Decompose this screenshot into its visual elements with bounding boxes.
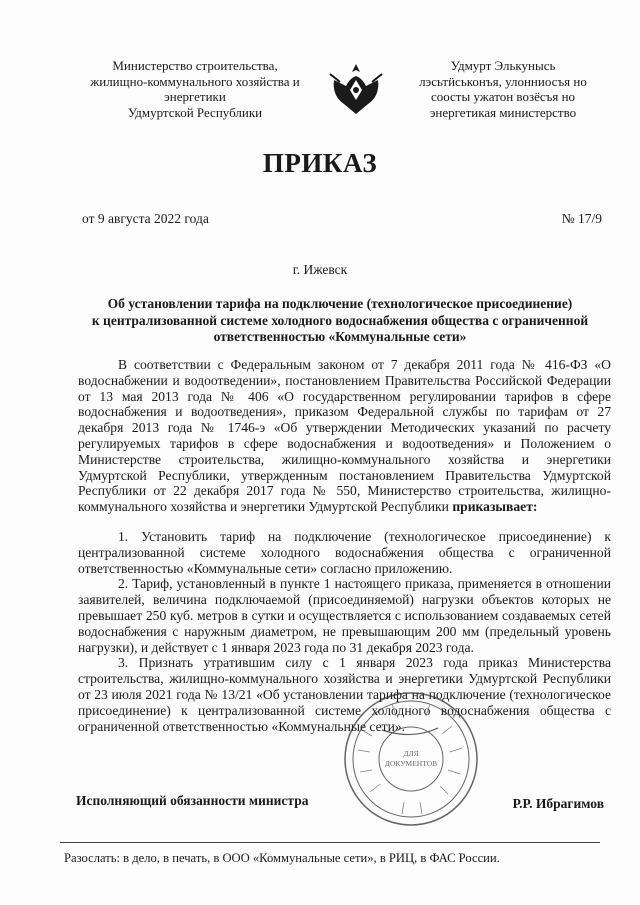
order-number: № 17/9 [561,211,602,226]
ministry-name-udmurt [408,58,598,120]
distribution-list: Разослать: в дело, в печать, в ООО «Коммунальные сети», в РИЦ, в ФАС России. [64,851,500,865]
header-left-line: Министерство строительства, [112,58,278,73]
preamble-bold: приказывает: [452,499,538,515]
order-date: от 9 августа 2022 года [82,211,209,226]
official-seal-icon [342,690,480,828]
subject-line: Об установлении тарифа на подключение (технологическое присоединение) [107,296,573,311]
coat-of-arms-icon [326,60,386,118]
order-body [78,357,611,734]
order-subject [70,296,610,346]
order-item-3: 3. Признать утратившим силу с 1 января 2023 года приказ Министерства строительства, жилищно-коммунального хозяйства и энергетики Удмуртской Республики от 23 июля 2021 года № 13/21 «Об установлении тарифа на подключение (технологическое присоединение) к централизованной системе холодного водоснабжения общества с ограниченной ответственностью «Коммунальные сети». [78,655,611,734]
order-item-1: 1. Установить тариф на подключение (технологическое присоединение) к централизованной системе холодного водоснабжения общества с ограниченной ответственностью «Коммунальные сети» согласно приложению. [78,528,611,576]
signatory-name: Р.Р. Ибрагимов [512,796,604,811]
document-title: ПРИКАЗ [262,148,378,178]
subject-line: к централизованной системе холодного водоснабжения общества с ограниченной [91,312,589,328]
ministry-name-russian [70,58,320,120]
preamble-text: В соответствии с Федеральным законом от 7 декабря 2011 года № 416-ФЗ «О водоснабжении и водоотведении», постановлением Правительства Российской Федерации от 13 мая 2013 года № 406 «О государственном регулировании тарифов в сфере водоснабжения и водоотведения», приказом Федеральной службы по тарифам от 27 декабря 2013 года № 1746-э «Об утверждении Методических указаний по расчету регулируемых тарифов в сфере водоснабжения и водоотведения» и Положением о Министерстве строительства, жилищно-коммунального хозяйства и энергетики Удмуртской Республики, утвержденным постановлением Правительства Удмуртской Республики от 22 декабря 2017 года № 550, Министерство строительства, жилищно-коммунального хозяйства и энергетики Удмуртской Республики [78,357,611,515]
header-right-line: Удмурт Элькунысь [450,58,556,73]
seal-text: ДЛЯ [403,749,419,758]
header-right-line: соосты ужатон возёсъя но [430,89,576,104]
city: г. Ижевск [292,262,348,277]
subject-line: ответственностью «Коммунальные сети» [213,329,467,344]
preamble-paragraph [78,357,611,515]
signatory-position: Исполняющий обязанности министра [76,793,309,808]
header-right-line: энергетикая министерство [429,104,577,120]
order-item-2: 2. Тариф, установленный в пункте 1 настоящего приказа, применяется в отношении заявителей, величина подключаемой (присоединяемой) нагрузки объектов которых не превышает 250 куб. метров в сутки и осуществляется с использованием создаваемых сетей водоснабжения с наружным диаметром, не превышающим 200 мм (предельный уровень нагрузки), и действует с 1 января 2023 года по 31 декабря 2023 года. [78,576,611,655]
header-left-line: Удмуртской Республики [127,104,263,120]
header-left-line: жилищно-коммунального хозяйства и [90,73,300,89]
distribution-rule [60,842,600,843]
seal-text: ДОКУМЕНТОВ [384,759,438,768]
header-left-line: энергетики [164,89,226,104]
header-right-line: лэсьтӥськонъя, улонниосъя но [419,73,587,89]
